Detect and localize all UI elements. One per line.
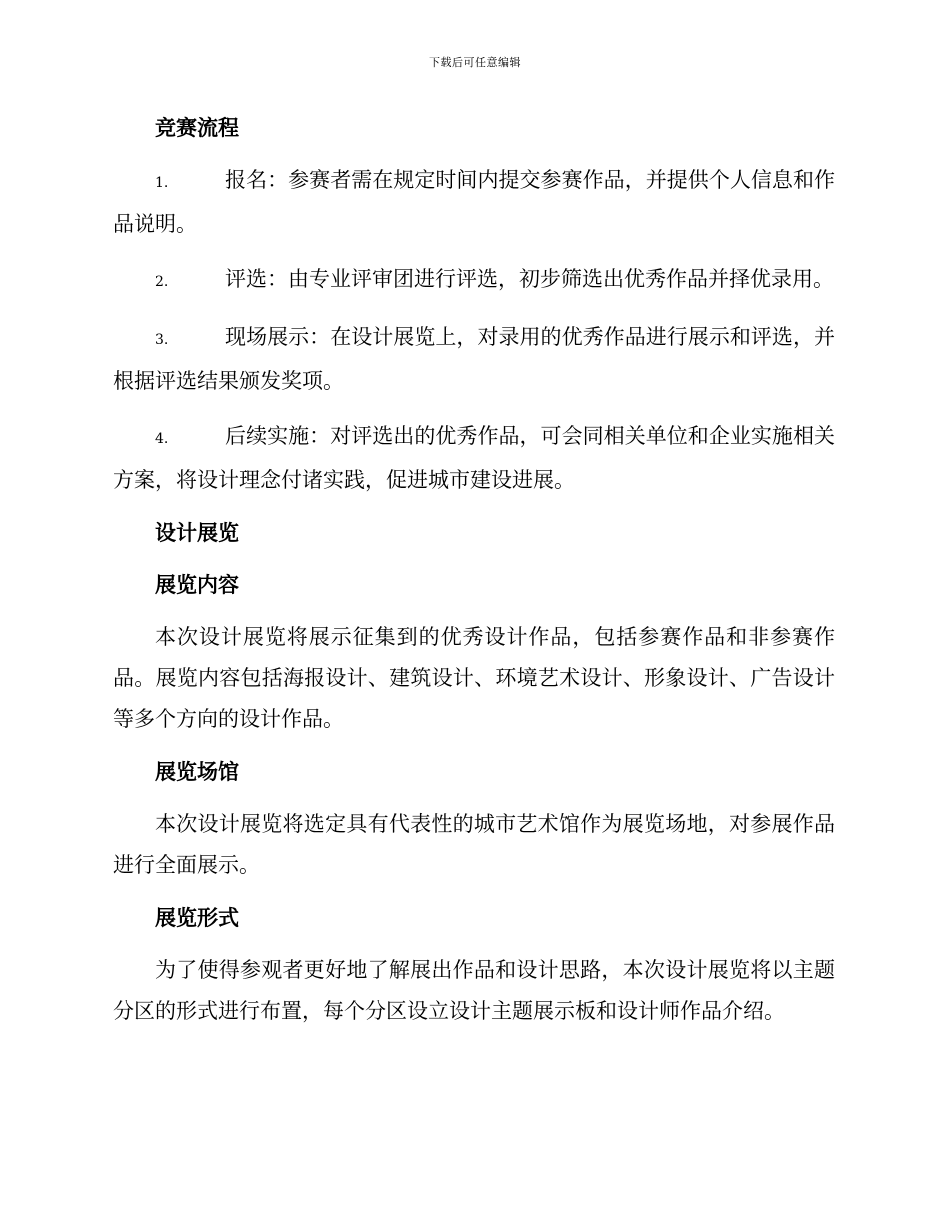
step-text: 现场展示：在设计展览上，对录用的优秀作品进行展示和评选，并根据评选结果颁发奖项。 [113,325,835,393]
step-text: 评选：由专业评审团进行评选，初步筛选出优秀作品并择优录用。 [225,267,834,291]
step-number: 2. [155,274,169,290]
step-number: 3. [155,332,169,348]
step-item-3 [113,317,835,402]
paragraph-exhibition-content: 本次设计展览将展示征集到的优秀设计作品，包括参赛作品和非参赛作品。展览内容包括海报设计、建筑设计、环境艺术设计、形象设计、广告设计等多个方向的设计作品。 [113,625,835,731]
step-item-2 [113,259,835,303]
step-item-1 [113,160,835,245]
heading-design-exhibition: 设计展览 [155,520,239,545]
header-note: 下载后可任意编辑 [429,56,521,69]
step-text: 报名：参赛者需在规定时间内提交参赛作品，并提供个人信息和作品说明。 [113,168,835,236]
step-number: 1. [155,175,169,191]
heading-competition-flow: 竞赛流程 [155,115,239,140]
paragraph-exhibition-venue: 本次设计展览将选定具有代表性的城市艺术馆作为展览场地，对参展作品进行全面展示。 [113,812,835,877]
heading-exhibition-content: 展览内容 [155,572,239,597]
heading-exhibition-format: 展览形式 [155,905,239,930]
step-item-4 [113,416,835,501]
paragraph-exhibition-format: 为了使得参观者更好地了解展出作品和设计思路，本次设计展览将以主题分区的形式进行布置，每个分区设立设计主题展示板和设计师作品介绍。 [113,958,835,1023]
document-body [113,108,835,1032]
step-number: 4. [155,431,169,447]
step-text: 后续实施：对评选出的优秀作品，可会同相关单位和企业实施相关方案，将设计理念付诸实践，促进城市建设进展。 [113,424,835,492]
heading-exhibition-venue: 展览场馆 [155,759,239,784]
